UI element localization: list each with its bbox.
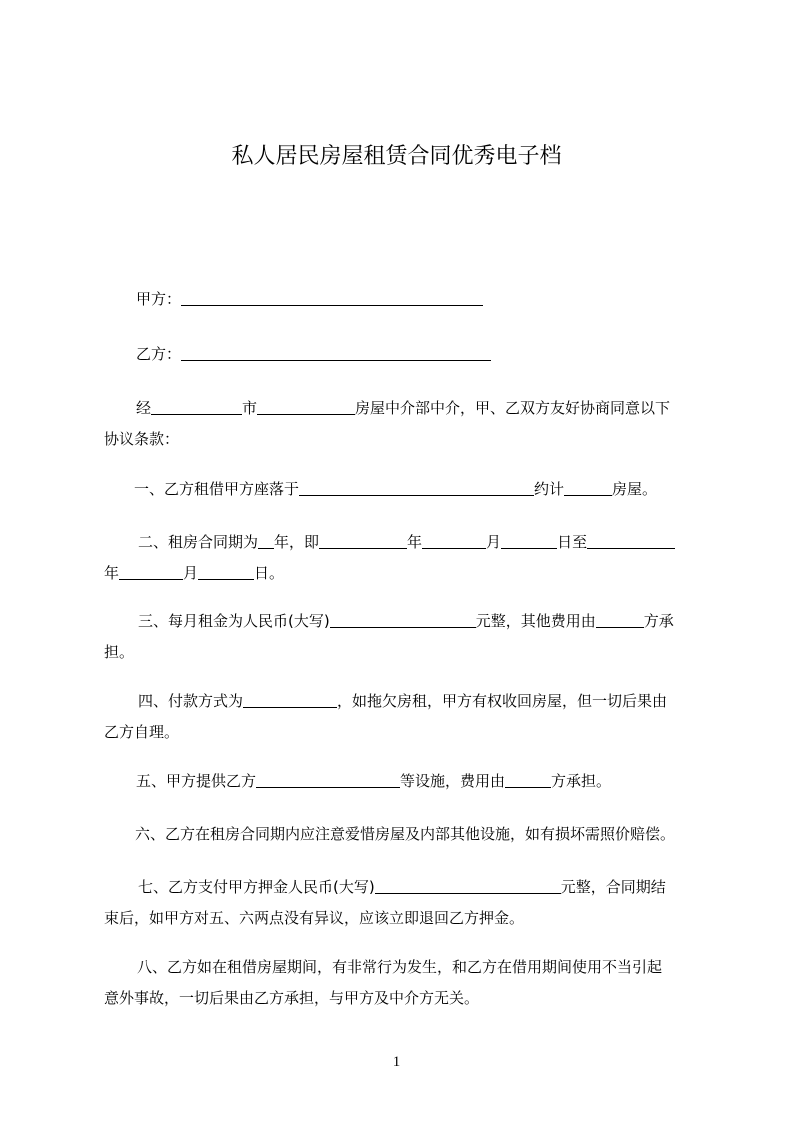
clause-2	[104, 527, 704, 589]
clause-text: 担。	[104, 643, 135, 661]
start-month-blank[interactable]	[422, 533, 486, 549]
intro-text: 房屋中介部中介，甲、乙双方友好协商同意以下	[355, 399, 671, 417]
clause-text: 四、付款方式为	[138, 692, 244, 710]
clause-text: 约计	[534, 480, 565, 498]
document-title: 私人居民房屋租赁合同优秀电子档	[231, 144, 562, 169]
party-a-line	[104, 284, 704, 315]
clause-text: 元整，其他费用由	[475, 612, 596, 630]
clause-text: 三、每月租金为人民币(大写)	[138, 612, 330, 630]
party-a-label: 甲方：	[136, 290, 182, 308]
end-year-blank-1[interactable]	[587, 533, 675, 549]
clause-7	[104, 872, 704, 934]
end-day-blank[interactable]	[198, 564, 254, 580]
location-blank[interactable]	[299, 480, 534, 496]
payment-method-blank[interactable]	[243, 692, 337, 708]
clause-text: 七、乙方支付甲方押金人民币(大写)	[138, 878, 375, 896]
clause-text: 年	[104, 564, 120, 582]
clause-text: 月	[183, 564, 199, 582]
clause-text: 乙方自理。	[104, 723, 180, 741]
intro-paragraph	[104, 393, 704, 455]
clause-text: 方承担。	[551, 772, 612, 790]
party-b-label: 乙方：	[136, 345, 182, 363]
clause-5	[104, 766, 704, 797]
intro-line-2: 协议条款：	[104, 430, 180, 448]
party-b-line	[104, 339, 704, 370]
clause-text: 日。	[254, 564, 285, 582]
intro-text: 经	[136, 399, 152, 417]
clause-text: 等设施，费用由	[400, 772, 506, 790]
area-blank[interactable]	[564, 480, 612, 496]
agency-blank[interactable]	[151, 399, 242, 415]
end-month-blank[interactable]	[119, 564, 183, 580]
clause-text: ，如拖欠房租，甲方有权收回房屋，但一切后果由	[337, 692, 668, 710]
clause-1	[104, 474, 704, 505]
party-a-blank[interactable]	[181, 290, 483, 306]
clause-text: 束后，如甲方对五、六两点没有异议，应该立即退回乙方押金。	[104, 909, 525, 927]
clause-text: 八、乙方如在租借房屋期间，有非常行为发生，和乙方在借用期间使用不当引起	[137, 958, 663, 976]
page-number: 1	[392, 1054, 401, 1070]
clause-text: 年	[407, 533, 423, 551]
intro-text: 市	[242, 399, 258, 417]
clause-text: 一、乙方租借甲方座落于	[134, 480, 300, 498]
clause-text: 月	[486, 533, 502, 551]
clause-text: 房屋。	[612, 480, 658, 498]
clause-text: 五、甲方提供乙方	[136, 772, 257, 790]
clause-6	[104, 819, 704, 850]
clause-3	[104, 606, 704, 668]
clause-text: 意外事故，一切后果由乙方承担，与甲方及中介方无关。	[104, 989, 480, 1007]
rent-amount-blank[interactable]	[330, 612, 476, 628]
term-years-blank[interactable]	[258, 533, 274, 549]
clause-text: 六、乙方在租房合同期内应注意爱惜房屋及内部其他设施，如有损坏需照价赔偿。	[135, 825, 676, 843]
party-b-blank[interactable]	[181, 345, 491, 361]
facility-fee-party-blank[interactable]	[505, 772, 551, 788]
start-day-blank[interactable]	[501, 533, 557, 549]
city-blank[interactable]	[257, 399, 355, 415]
clause-8	[104, 952, 704, 1014]
clause-4	[104, 686, 704, 748]
clause-text: 日至	[557, 533, 588, 551]
clause-text: 年，即	[274, 533, 320, 551]
clause-text: 元整，合同期结	[560, 878, 666, 896]
start-year-blank[interactable]	[319, 533, 407, 549]
facilities-blank[interactable]	[256, 772, 400, 788]
deposit-amount-blank[interactable]	[375, 878, 561, 894]
clause-text: 二、租房合同期为	[138, 533, 259, 551]
expense-party-blank[interactable]	[596, 612, 644, 628]
clause-text: 方承	[643, 612, 674, 630]
